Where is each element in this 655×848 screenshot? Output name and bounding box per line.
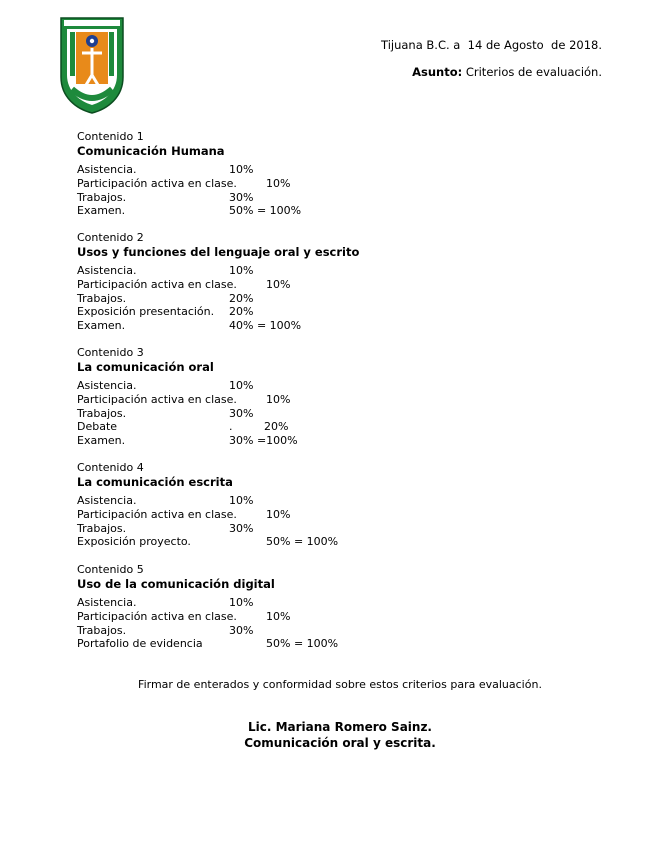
- criteria-label: Asistencia.: [77, 494, 137, 507]
- criteria-row: [77, 494, 254, 508]
- signature-course: Comunicación oral y escrita.: [244, 736, 436, 750]
- criteria-label: Examen.: [77, 319, 126, 333]
- criteria-label: Debate: [77, 420, 118, 434]
- section-number: Contenido 5: [77, 563, 144, 576]
- content-section-5: [77, 563, 339, 651]
- criteria-value: 10%: [229, 264, 254, 277]
- criteria-row: [77, 379, 254, 393]
- date-line: Tijuana B.C. a 14 de Agosto de 2018.: [381, 38, 602, 52]
- criteria-value: 30%: [229, 190, 254, 204]
- criteria-label: Asistencia.: [77, 163, 137, 176]
- criteria-label: Participación activa en clase.: [77, 176, 237, 190]
- criteria-label: Trabajos.: [77, 521, 127, 535]
- section-title: Uso de la comunicación digital: [77, 577, 275, 591]
- subject-text: Criterios de evaluación.: [462, 65, 602, 79]
- content-section-4: [77, 461, 339, 549]
- criteria-value: 10%: [229, 596, 254, 609]
- section-title: La comunicación escrita: [77, 475, 233, 489]
- signature-name: Lic. Mariana Romero Sainz.: [247, 720, 432, 734]
- criteria-value: . 20%: [229, 420, 289, 434]
- criteria-value: 10%: [266, 609, 291, 623]
- criteria-row: [77, 637, 339, 651]
- criteria-value: 40% = 100%: [229, 319, 302, 333]
- university-seal-logo: [58, 15, 126, 115]
- criteria-value: 10%: [229, 379, 254, 392]
- section-number: Contenido 1: [77, 130, 144, 143]
- section-number: Contenido 2: [77, 231, 144, 244]
- criteria-value: 30% =100%: [229, 434, 298, 448]
- criteria-label: Exposición presentación.: [77, 305, 215, 319]
- criteria-row: [77, 596, 275, 610]
- criteria-value: 30%: [229, 406, 254, 420]
- section-title: Comunicación Humana: [77, 144, 225, 158]
- criteria-row: [77, 406, 254, 421]
- criteria-label: Asistencia.: [77, 264, 137, 277]
- criteria-label: Participación activa en clase.: [77, 277, 237, 291]
- criteria-row: [77, 535, 339, 549]
- criteria-label: Trabajos.: [77, 623, 127, 637]
- criteria-row: [77, 204, 302, 218]
- subject-label: Asunto:: [412, 65, 463, 79]
- criteria-value: 10%: [266, 392, 291, 406]
- criteria-value: 30%: [229, 521, 254, 535]
- criteria-row: [77, 392, 291, 407]
- criteria-value: 30%: [229, 623, 254, 637]
- section-title: La comunicación oral: [77, 360, 214, 374]
- content-section-2: [77, 231, 359, 333]
- criteria-label: Asistencia.: [77, 379, 137, 392]
- section-title: Usos y funciones del lenguaje oral y escrito: [77, 245, 360, 259]
- criteria-label: Trabajos.: [77, 406, 127, 420]
- criteria-label: Participación activa en clase.: [77, 392, 237, 406]
- criteria-row: [77, 507, 291, 522]
- criteria-row: [77, 624, 275, 638]
- criteria-label: Portafolio de evidencia: [77, 637, 203, 651]
- criteria-value: 50% = 100%: [266, 637, 339, 651]
- criteria-value: 10%: [266, 176, 291, 190]
- criteria-label: Examen.: [77, 434, 126, 448]
- criteria-value: 10%: [266, 277, 291, 291]
- criteria-label: Participación activa en clase.: [77, 609, 237, 623]
- criteria-label: Trabajos.: [77, 291, 127, 305]
- criteria-value: 20%: [229, 305, 254, 319]
- criteria-value: 10%: [229, 494, 254, 507]
- criteria-label: Participación activa en clase.: [77, 507, 237, 521]
- content-section-1: [77, 130, 302, 218]
- criteria-label: Examen.: [77, 204, 126, 218]
- criteria-row: [77, 434, 298, 448]
- acknowledgement-note: Firmar de enterados y conformidad sobre estos criterios para evaluación.: [138, 678, 542, 691]
- criteria-value: 50% = 100%: [229, 204, 302, 218]
- criteria-row: [77, 190, 254, 205]
- criteria-row: [77, 521, 254, 536]
- criteria-value: 20%: [229, 291, 254, 305]
- section-number: Contenido 4: [77, 461, 144, 474]
- criteria-row: [77, 319, 359, 333]
- criteria-row: [77, 264, 359, 278]
- criteria-value: 10%: [266, 507, 291, 521]
- criteria-row: [77, 609, 291, 624]
- criteria-row: [77, 420, 289, 434]
- subject-line: [412, 65, 602, 79]
- criteria-value: 50% = 100%: [266, 535, 339, 549]
- section-number: Contenido 3: [77, 346, 144, 359]
- criteria-label: Exposición proyecto.: [77, 535, 191, 549]
- content-section-3: [77, 346, 298, 448]
- criteria-row: [77, 278, 359, 292]
- criteria-row: [77, 305, 359, 319]
- criteria-value: 10%: [229, 163, 254, 176]
- criteria-row: [77, 292, 359, 306]
- criteria-label: Asistencia.: [77, 596, 137, 609]
- criteria-row: [77, 163, 254, 177]
- criteria-row: [77, 176, 291, 191]
- criteria-label: Trabajos.: [77, 190, 127, 204]
